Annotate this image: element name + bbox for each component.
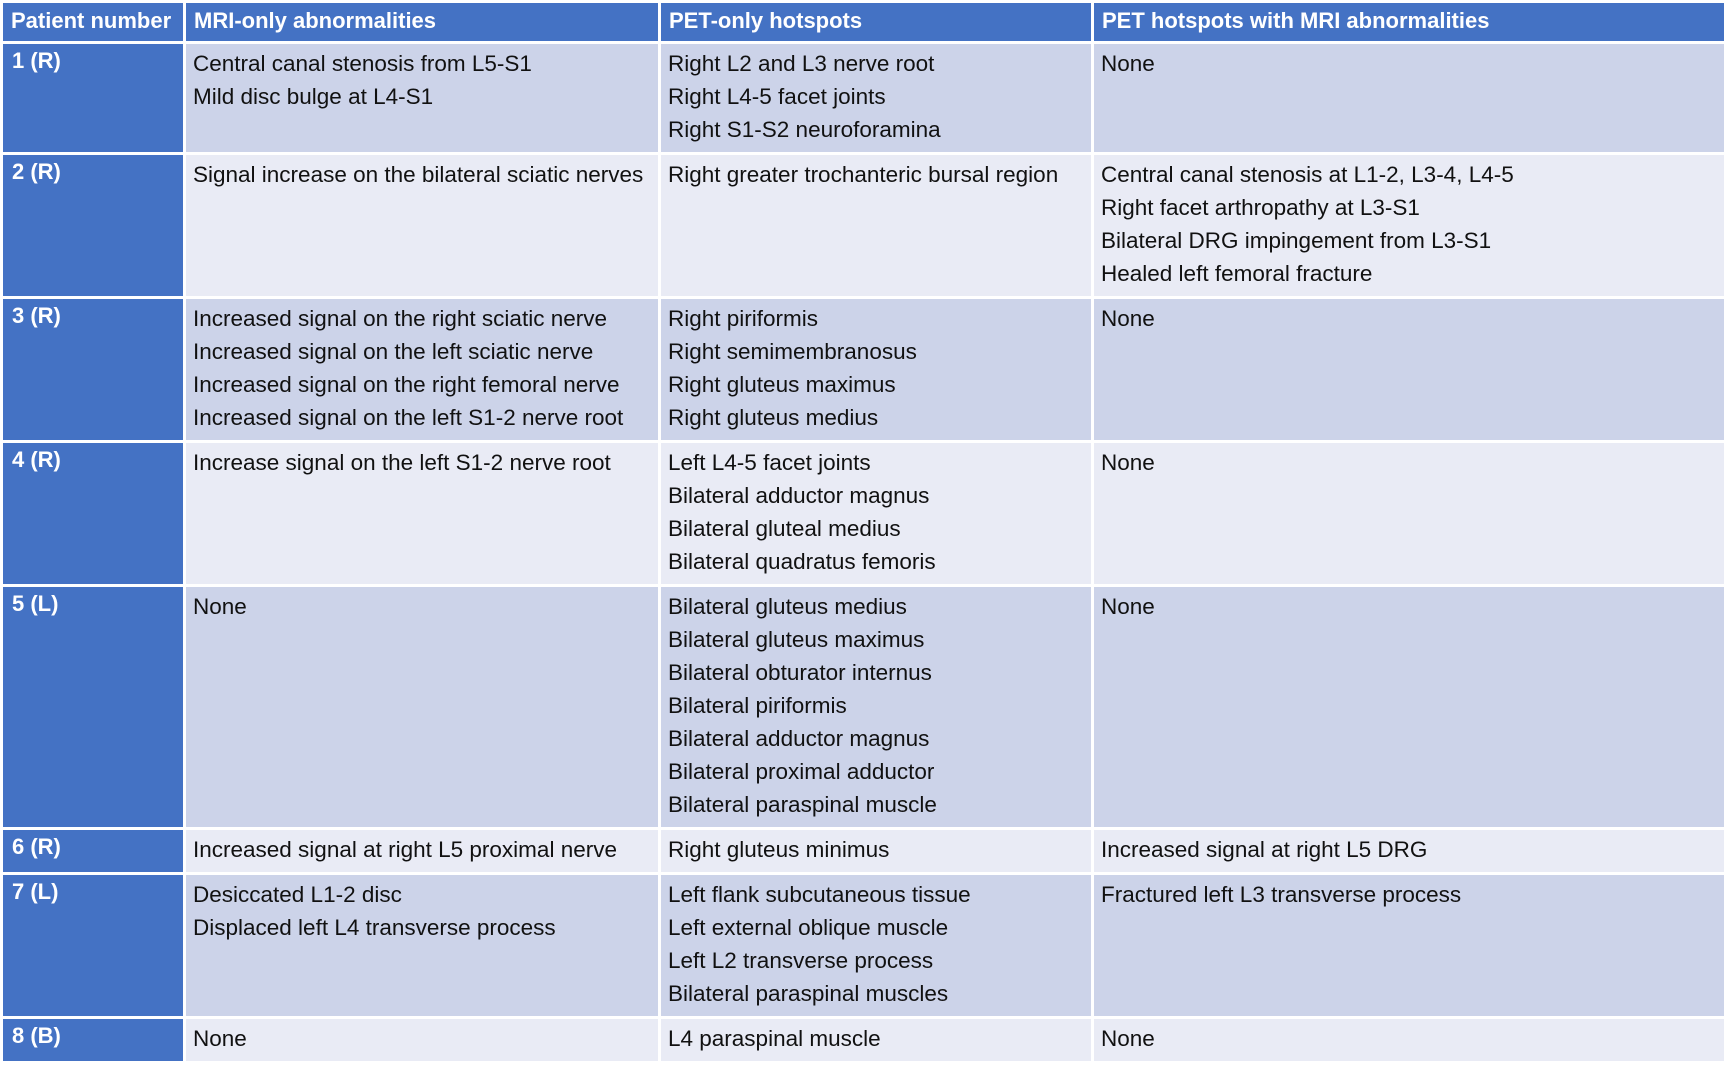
- patient-number-cell: 5 (L): [3, 587, 183, 827]
- finding-line: Right piriformis: [668, 306, 819, 331]
- patient-number-cell: 1 (R): [3, 44, 183, 152]
- finding-line: Right S1-S2 neuroforamina: [668, 117, 941, 142]
- table-row: [3, 875, 1724, 1016]
- pet-mri-cell: [1094, 587, 1724, 827]
- pet-only-cell: [661, 443, 1091, 584]
- table-row: [3, 1019, 1724, 1061]
- mri-only-cell: [186, 443, 658, 584]
- pet-mri-cell: [1094, 830, 1724, 872]
- column-header-pet-only-hotspots: PET-only hotspots: [661, 3, 1091, 41]
- pet-only-cell: [661, 1019, 1091, 1061]
- header-row: [3, 3, 1724, 41]
- finding-line: None: [1101, 306, 1155, 331]
- finding-line: Left L2 transverse process: [668, 948, 934, 973]
- pet-only-cell: [661, 875, 1091, 1016]
- finding-line: None: [193, 594, 247, 619]
- finding-line: Bilateral quadratus femoris: [668, 549, 936, 574]
- pet-mri-cell: [1094, 875, 1724, 1016]
- pet-only-cell: [661, 830, 1091, 872]
- finding-line: Right greater trochanteric bursal region: [668, 162, 1059, 187]
- finding-line: Left external oblique muscle: [668, 915, 949, 940]
- finding-line: Right gluteus maximus: [668, 372, 896, 397]
- patient-number-cell: 8 (B): [3, 1019, 183, 1061]
- finding-line: Bilateral adductor magnus: [668, 726, 930, 751]
- finding-line: Signal increase on the bilateral sciatic nerves: [193, 162, 644, 187]
- mri-only-cell: [186, 299, 658, 440]
- finding-line: Right L2 and L3 nerve root: [668, 51, 935, 76]
- finding-line: Mild disc bulge at L4-S1: [193, 84, 434, 109]
- finding-line: Left L4-5 facet joints: [668, 450, 871, 475]
- finding-line: None: [1101, 594, 1155, 619]
- pet-mri-cell: [1094, 299, 1724, 440]
- finding-line: None: [1101, 1026, 1155, 1051]
- pet-only-cell: [661, 587, 1091, 827]
- finding-line: Bilateral piriformis: [668, 693, 847, 718]
- finding-line: None: [1101, 51, 1155, 76]
- patient-number-cell: 4 (R): [3, 443, 183, 584]
- column-header-pet-hotspots-with-mri-abnormalities: PET hotspots with MRI abnormalities: [1094, 3, 1724, 41]
- table-body: [3, 44, 1724, 1061]
- finding-line: Left flank subcutaneous tissue: [668, 882, 971, 907]
- pet-mri-cell: [1094, 1019, 1724, 1061]
- finding-line: Bilateral paraspinal muscles: [668, 981, 949, 1006]
- mri-only-cell: [186, 587, 658, 827]
- mri-only-cell: [186, 830, 658, 872]
- pet-only-cell: [661, 155, 1091, 296]
- finding-line: Desiccated L1-2 disc: [193, 882, 402, 907]
- patient-number-cell: 6 (R): [3, 830, 183, 872]
- column-header-mri-only-abnormalities: MRI-only abnormalities: [186, 3, 658, 41]
- finding-line: Bilateral gluteus maximus: [668, 627, 925, 652]
- finding-line: Increased signal on the left sciatic nerve: [193, 339, 594, 364]
- finding-line: Central canal stenosis from L5-S1: [193, 51, 532, 76]
- table-row: [3, 443, 1724, 584]
- table-row: [3, 155, 1724, 296]
- table-header: [3, 3, 1724, 41]
- patient-number-cell: 7 (L): [3, 875, 183, 1016]
- pet-mri-cell: [1094, 155, 1724, 296]
- finding-line: Right gluteus minimus: [668, 837, 890, 862]
- finding-line: Bilateral adductor magnus: [668, 483, 930, 508]
- finding-line: Increase signal on the left S1-2 nerve root: [193, 450, 611, 475]
- finding-line: Increased signal at right L5 DRG: [1101, 837, 1428, 862]
- pet-mri-cell: [1094, 443, 1724, 584]
- finding-line: None: [193, 1026, 247, 1051]
- finding-line: Increased signal at right L5 proximal nerve: [193, 837, 617, 862]
- finding-line: L4 paraspinal muscle: [668, 1026, 881, 1051]
- finding-line: Bilateral DRG impingement from L3-S1: [1101, 228, 1492, 253]
- finding-line: Bilateral paraspinal muscle: [668, 792, 937, 817]
- table-row: [3, 587, 1724, 827]
- pet-only-cell: [661, 44, 1091, 152]
- pet-mri-cell: [1094, 44, 1724, 152]
- finding-line: Healed left femoral fracture: [1101, 261, 1373, 286]
- finding-line: Right gluteus medius: [668, 405, 879, 430]
- table-row: [3, 830, 1724, 872]
- finding-line: Bilateral gluteus medius: [668, 594, 907, 619]
- finding-line: Increased signal on the right sciatic nerve: [193, 306, 607, 331]
- finding-line: Increased signal on the left S1-2 nerve root: [193, 405, 624, 430]
- finding-line: Fractured left L3 transverse process: [1101, 882, 1462, 907]
- finding-line: Increased signal on the right femoral nerve: [193, 372, 620, 397]
- finding-line: Displaced left L4 transverse process: [193, 915, 556, 940]
- table-row: [3, 44, 1724, 152]
- finding-line: None: [1101, 450, 1155, 475]
- table-row: [3, 299, 1724, 440]
- finding-line: Bilateral obturator internus: [668, 660, 932, 685]
- mri-only-cell: [186, 44, 658, 152]
- patient-number-cell: 2 (R): [3, 155, 183, 296]
- column-header-patient-number: Patient number: [3, 3, 183, 41]
- finding-line: Right semimembranosus: [668, 339, 917, 364]
- patient-number-cell: 3 (R): [3, 299, 183, 440]
- finding-line: Right facet arthropathy at L3-S1: [1101, 195, 1420, 220]
- finding-line: Right L4-5 facet joints: [668, 84, 886, 109]
- finding-line: Central canal stenosis at L1-2, L3-4, L4-5: [1101, 162, 1514, 187]
- finding-line: Bilateral gluteal medius: [668, 516, 901, 541]
- finding-line: Bilateral proximal adductor: [668, 759, 935, 784]
- mri-only-cell: [186, 155, 658, 296]
- mri-only-cell: [186, 875, 658, 1016]
- pet-only-cell: [661, 299, 1091, 440]
- mri-only-cell: [186, 1019, 658, 1061]
